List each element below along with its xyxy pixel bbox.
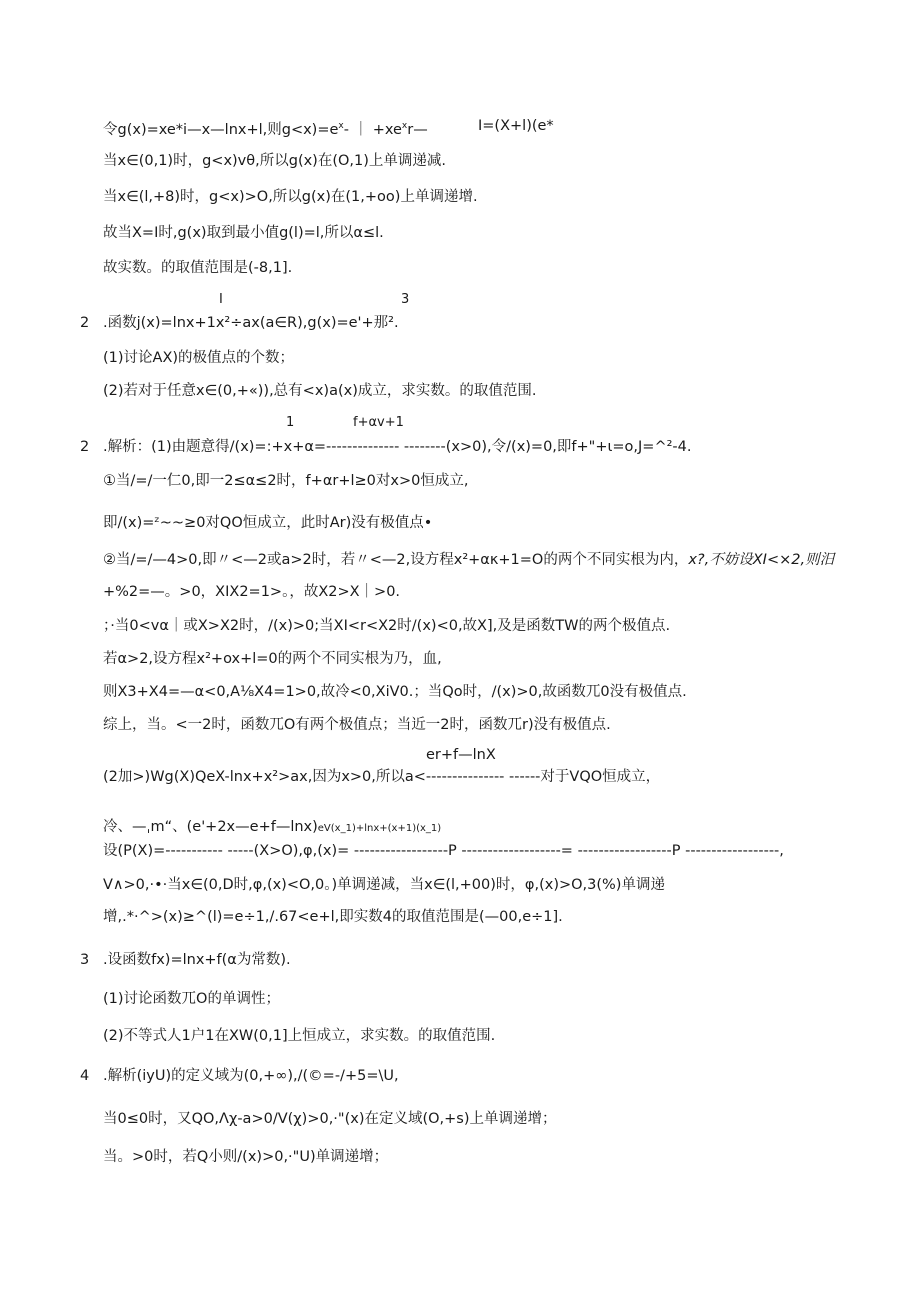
solution-line bbox=[103, 818, 441, 838]
solution-line bbox=[103, 551, 834, 569]
superscript: x bbox=[338, 121, 344, 131]
text: r— bbox=[407, 121, 428, 138]
text: 令g(x)=xe*i—x—lnx+l,则g<x)=e bbox=[103, 121, 339, 138]
answer-number: 2 bbox=[80, 439, 90, 455]
question-2-part-1: (1)讨论AX)的极值点的个数； bbox=[103, 350, 295, 366]
solution-line: +%2=—。>0，XIX2=1>。，故X2>X｜>0. bbox=[103, 584, 401, 600]
answer-number: 4 bbox=[80, 1068, 90, 1084]
question-3-stem: .设函数fx)=lnx+f(α为常数). bbox=[103, 952, 291, 968]
text: eV(x_1)+lnx+(x+1)(x_1) bbox=[317, 823, 442, 834]
line-3: 当x∈(l,+8)时，g<x)>O,所以g(x)在(1,+oo)上单调递增. bbox=[103, 189, 478, 205]
solution-line: 则X3+X4=—α<0,A⅛X4=1>0,故冷<0,XiV0.；当Qo时，/(x)>0,故函数兀0没有极值点. bbox=[103, 684, 687, 700]
question-number: 3 bbox=[80, 952, 90, 968]
line-4: 故当X=I时,g(x)取到最小值g(l)=l,所以α≤l. bbox=[103, 225, 384, 241]
fraction-numerator: 1 bbox=[286, 415, 295, 430]
superscript: x bbox=[401, 121, 408, 131]
line-1-right: I=(X+l)(e* bbox=[478, 118, 554, 134]
fraction-numerator: I bbox=[219, 292, 223, 307]
fraction-numerator: er+f—lnX bbox=[426, 747, 496, 763]
text: - ｜ +xe bbox=[343, 121, 402, 138]
solution-line: 综上，当。<一2时，函数兀O有两个极值点；当近一2时，函数兀r)没有极值点. bbox=[103, 717, 611, 733]
solution-line: .解析：(1)由题意得/(x)=:+x+α=-------------- --------(x>0),令/(x)=0,即f+"+ι=o,J=^²-4. bbox=[103, 439, 692, 455]
question-2-part-2: (2)若对于任意x∈(0,+«)),总有<x)a(x)成立，求实数。的取值范围. bbox=[103, 383, 537, 399]
solution-line: .解析(iyU)的定义域为(0,+∞),/(©=-/+5=\U, bbox=[103, 1068, 399, 1084]
line-2: 当x∈(0,1)时，g<x)vθ,所以g(x)在(O,1)上单调递减. bbox=[103, 153, 447, 169]
question-number: 2 bbox=[80, 315, 90, 331]
solution-line: ①当/=/一仁0,即一2≤α≤2时，f+αr+l≥0对x>0恒成立, bbox=[103, 473, 469, 489]
line-5: 故实数。的取值范围是(-8,1]. bbox=[103, 260, 293, 276]
fraction-numerator: f+αv+1 bbox=[353, 415, 404, 430]
text: x?,不妨设XI<×2,则汨 bbox=[688, 552, 835, 568]
solution-line: 当。>0时，若Q小则/(x)>0,·"U)单调递增； bbox=[103, 1149, 389, 1165]
solution-line: 即/(x)=ᶻ~~≥0对QO恒成立，此时Ar)没有极值点• bbox=[103, 515, 433, 531]
text: ②当/=/—4>0,即〃<—2或a>2时，若〃<—2,设方程x²+ακ+1=O的两个不同实根为内， bbox=[103, 552, 689, 568]
solution-line: 增,.*·^>(x)≥^(l)=e÷1,/.67<e+l,即实数4的取值范围是(—00,e÷1]. bbox=[103, 909, 563, 925]
fraction-numerator: 3 bbox=[401, 292, 410, 307]
question-3-part-1: (1)讨论函数兀O的单调性； bbox=[103, 991, 280, 1007]
question-3-part-2: (2)不等式人1户1在XW(0,1]上恒成立，求实数。的取值范围. bbox=[103, 1028, 496, 1044]
solution-line: V∧>0,·•·当x∈(0,D时,φ,(x)<O,0。)单调递减，当x∈(l,+00)时，φ,(x)>O,3(%)单调递 bbox=[103, 877, 665, 893]
solution-line: 当0≤0时，又QO,Λχ-a>0/V(χ)>0,·"(x)在定义域(O,+s)上单调递增； bbox=[103, 1111, 557, 1127]
line-1 bbox=[103, 117, 428, 139]
text: 冷、—ˌm“、(e'+2x—e+f—lnx) bbox=[103, 819, 318, 835]
solution-line: 设(P(X)=----------- -----(X>O),φ,(x)= ------------------P -------------------= ------------------P ------------------, bbox=[103, 843, 784, 859]
solution-line: ；·当0<vα｜或X>X2时，/(x)>0;当XI<r<X2时/(x)<0,故X],及是函数TW的两个极值点. bbox=[103, 618, 671, 634]
question-2-stem: .函数j(x)=lnx+1x²÷ax(a∈R),g(x)=e'+那². bbox=[103, 315, 399, 331]
solution-line: 若α>2,设方程x²+ox+l=0的两个不同实根为乃，血, bbox=[103, 651, 442, 667]
solution-line: (2加>)Wg(X)QeX-lnx+x²>ax,因为x>0,所以a<--------------- ------对于VQO恒成立， bbox=[103, 769, 661, 785]
